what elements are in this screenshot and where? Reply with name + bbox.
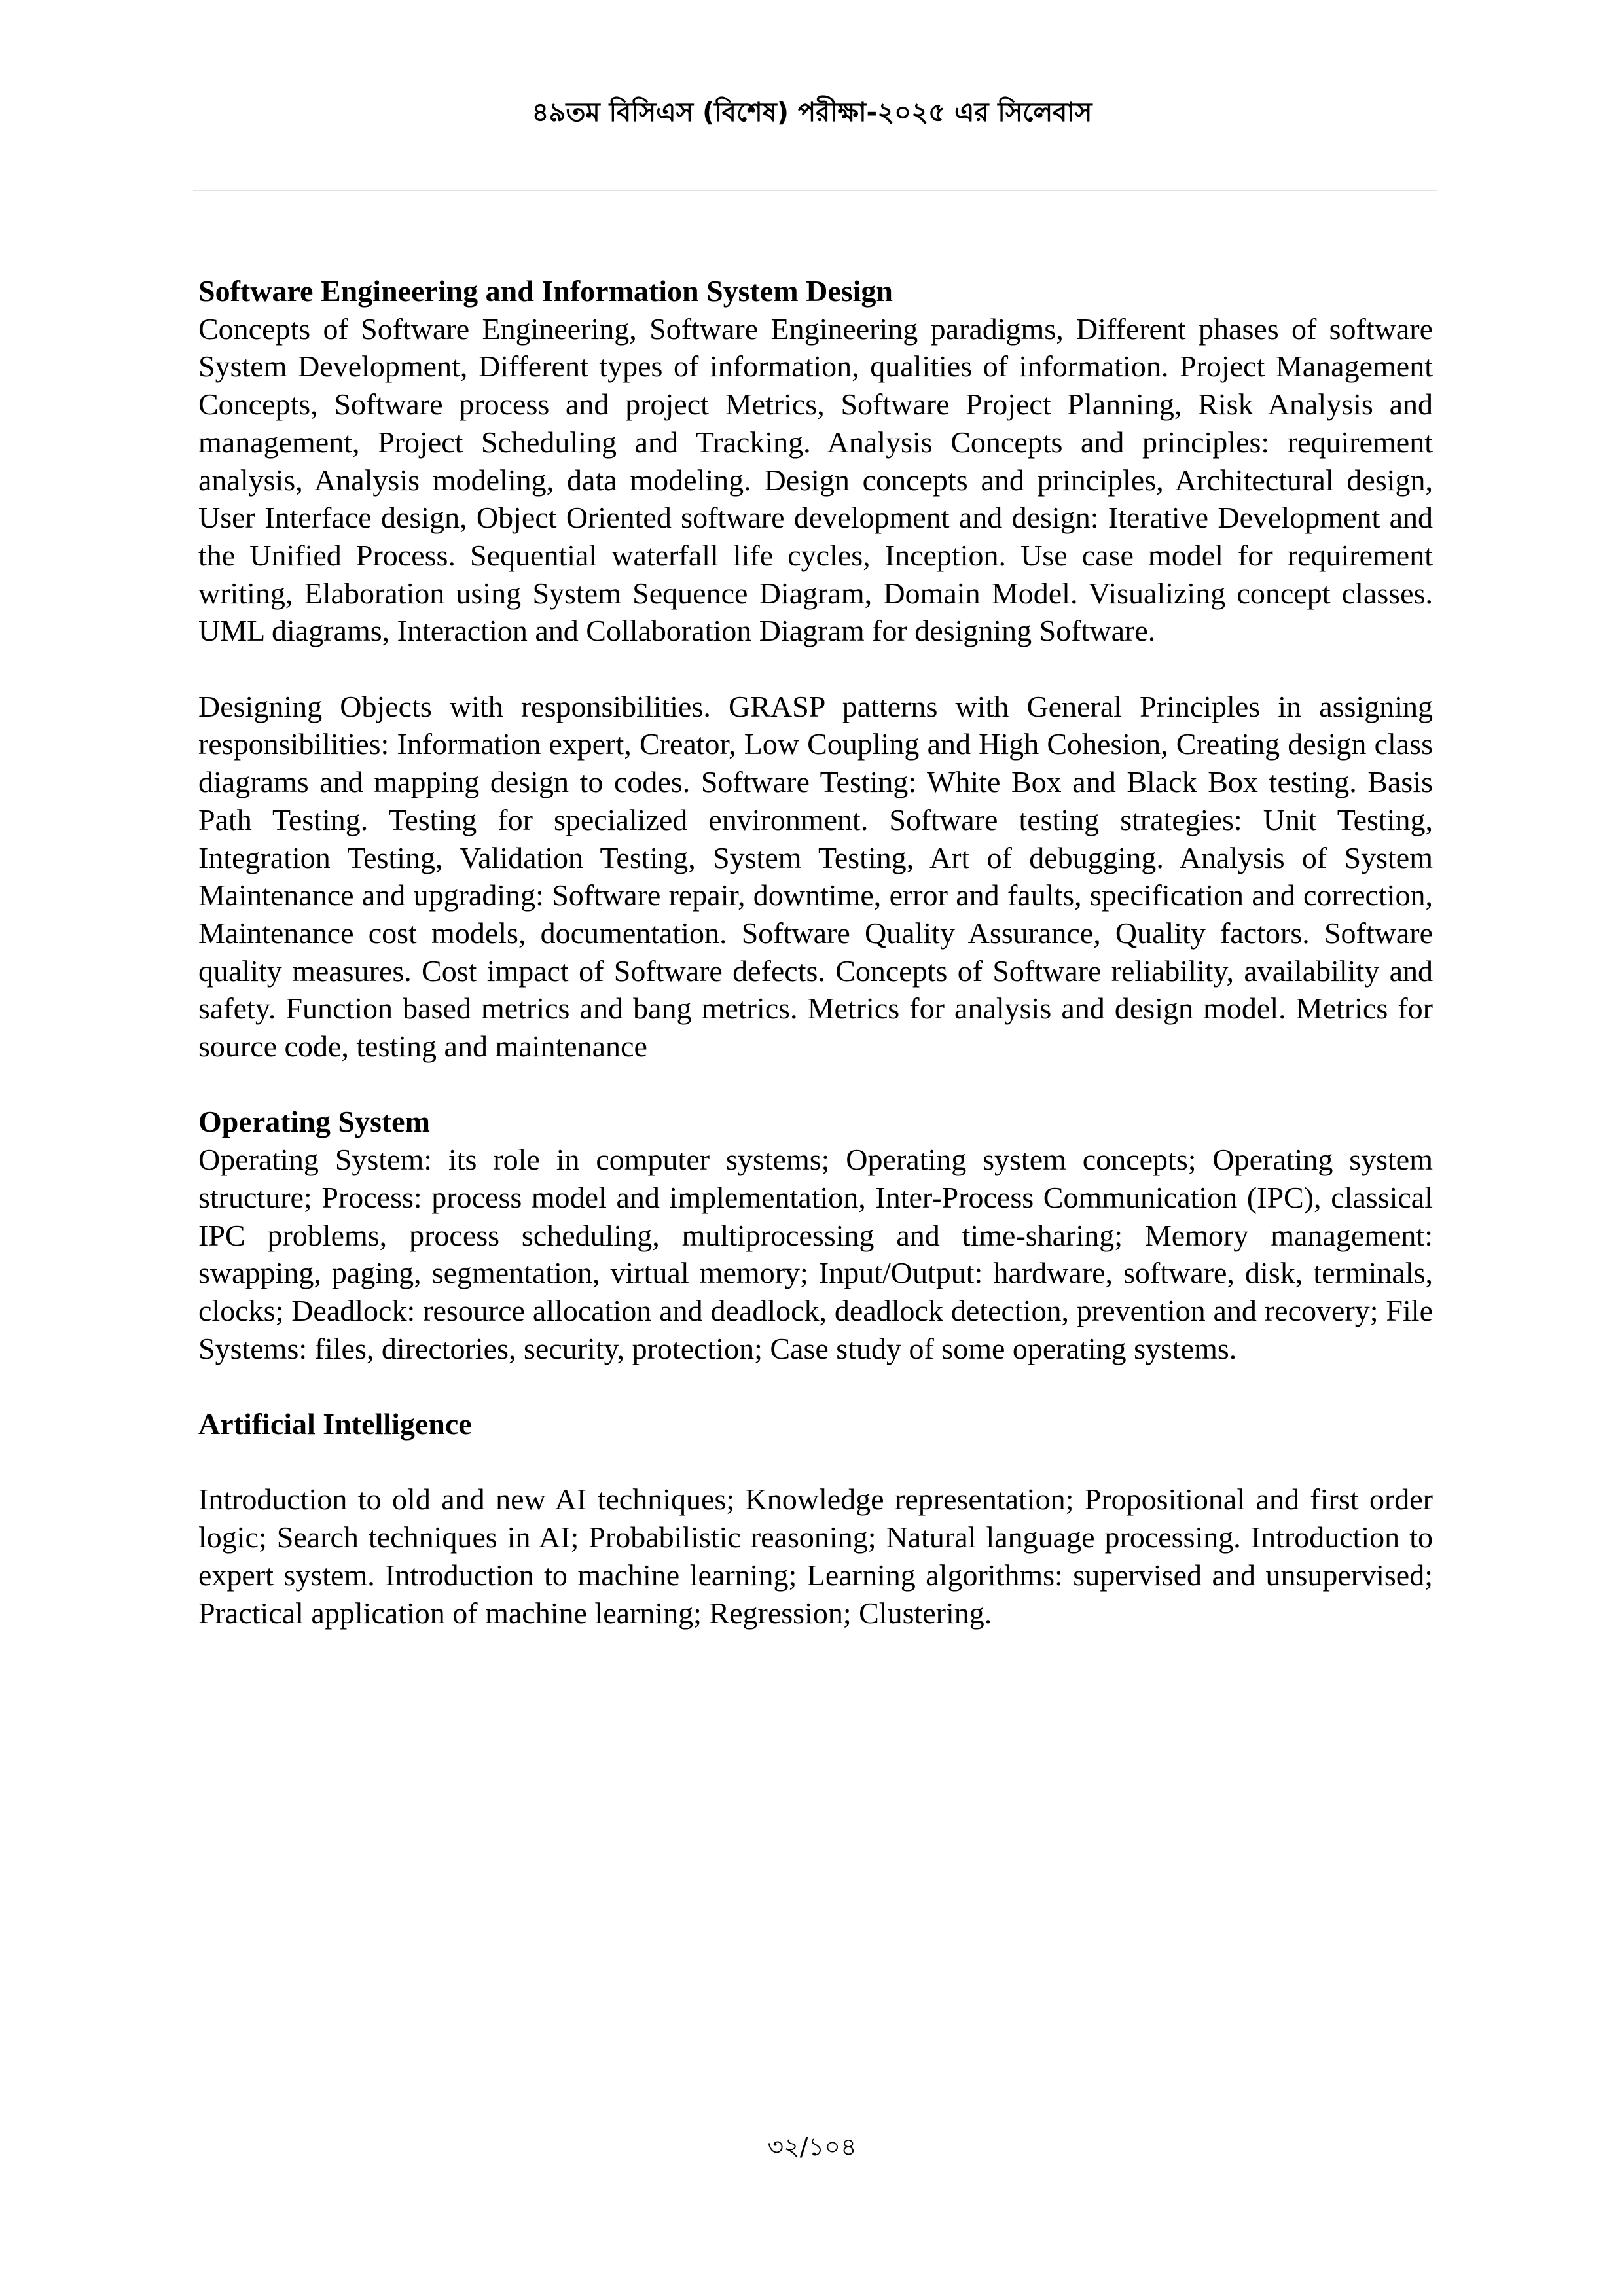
section-paragraph: Operating System: its role in computer systems; Operating system concepts; Operating system structure; Process: process model and implementation, Inter-Process Communication (IPC), classical IPC problems, process scheduling, multiprocessing and time-sharing; Memory management: swapping, paging, segmentation, virtual memory; Input/Output: hardware, software, disk, terminals, clocks; Deadlock: resource allocation and deadlock, deadlock detection, prevention and recovery; File Systems: files, directories, security, protection; Case study of some operating systems. [198, 1143, 1433, 1365]
page-number: ৩২/১০৪ [767, 2132, 857, 2161]
section-heading: Software Engineering and Information System Design [198, 274, 893, 308]
section-heading: Artificial Intelligence [198, 1407, 472, 1441]
header-divider [193, 190, 1437, 191]
section-software-engineering [198, 272, 1433, 1066]
section-artificial-intelligence [198, 1405, 1433, 1632]
section-paragraph: Designing Objects with responsibilities. GRASP patterns with General Principles in assigning responsibilities: Information expert, Creator, Low Coupling and High Cohesion, Creating design class diagrams and mapping design to codes. Software Testing: White Box and Black Box testing. Basis Path Testing. Testing for specialized environment. Software testing strategies: Unit Testing, Integration Testing, Validation Testing, System Testing, Art of debugging. Analysis of System Maintenance and upgrading: Software repair, downtime, error and faults, specification and correction, Maintenance cost models, documentation. Software Quality Assurance, Quality factors. Software quality measures. Cost impact of Software defects. Concepts of Software reliability, availability and safety. Function based metrics and bang metrics. Metrics for analysis and design model. Metrics for source code, testing and maintenance [198, 689, 1433, 1064]
section-operating-system [198, 1103, 1433, 1367]
page-header-title: ৪৯তম বিসিএস (বিশেষ) পরীক্ষা-২০২৫ এর সিলেবাস [532, 98, 1092, 128]
section-heading: Operating System [198, 1105, 430, 1139]
section-paragraph: Introduction to old and new AI techniques; Knowledge representation; Propositional and first order logic; Search techniques in AI; Probabilistic reasoning; Natural language processing. Introduction to expert system. Introduction to machine learning; Learning algorithms: supervised and unsupervised; Practical application of machine learning; Regression; Clustering. [198, 1482, 1433, 1630]
section-paragraph: Concepts of Software Engineering, Software Engineering paradigms, Different phases of software System Development, Different types of information, qualities of information. Project Management Concepts, Software process and project Metrics, Software Project Planning, Risk Analysis and management, Project Scheduling and Tracking. Analysis Concepts and principles: requirement analysis, Analysis modeling, data modeling. Design concepts and principles, Architectural design, User Interface design, Object Oriented software development and design: Iterative Development and the Unified Process. Sequential waterfall life cycles, Inception. Use case model for requirement writing, Elaboration using System Sequence Diagram, Domain Model. Visualizing concept classes. UML diagrams, Interaction and Collaboration Diagram for designing Software. [198, 312, 1433, 648]
document-body [198, 272, 1433, 1670]
